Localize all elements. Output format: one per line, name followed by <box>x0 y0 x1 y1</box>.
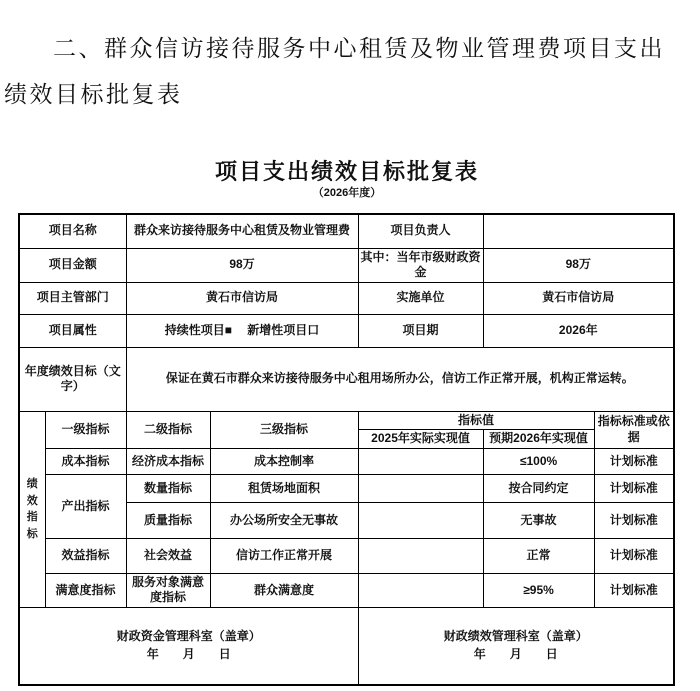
project-name-label: 项目名称 <box>19 214 126 248</box>
city-fund-label: 其中：当年市级财政资金 <box>358 248 483 282</box>
performance-target-table <box>18 213 675 686</box>
col-header-level2: 二级指标 <box>126 411 210 448</box>
signature-right-date: 年 月 日 <box>473 646 558 661</box>
satisfaction-level3: 群众满意度 <box>210 573 358 607</box>
quality-level3: 办公场所安全无事故 <box>210 502 358 538</box>
benefit-level3: 信访工作正常开展 <box>210 538 358 573</box>
dept-value: 黄石市信访局 <box>126 282 358 314</box>
quantity-expected-2026: 按合同约定 <box>483 474 594 502</box>
signature-right-title: 财政绩效管理科室（盖章） <box>443 629 588 644</box>
cost-level2: 经济成本指标 <box>126 448 210 474</box>
satisfaction-expected-2026: ≥95% <box>483 573 594 607</box>
col-header-value: 指标值 <box>358 411 594 430</box>
signature-left-title: 财政资金管理科室（盖章） <box>116 629 261 644</box>
impl-unit-value: 黄石市信访局 <box>483 282 674 314</box>
indicator-row-benefit <box>19 538 674 573</box>
benefit-actual-2025 <box>358 538 483 573</box>
period-value: 2026年 <box>483 314 674 347</box>
indicator-row-cost <box>19 448 674 474</box>
quantity-level2: 数量指标 <box>126 474 210 502</box>
benefit-expected-2026: 正常 <box>483 538 594 573</box>
indicators-side-label <box>19 411 45 607</box>
signature-right-cell <box>358 608 674 685</box>
dept-label: 项目主管部门 <box>19 282 126 314</box>
row-indicator-header-1 <box>19 411 674 430</box>
section-heading-line2: 绩效目标批复表 <box>4 82 183 107</box>
cost-expected-2026: ≤100% <box>483 448 594 474</box>
annual-goal-value: 保证在黄石市群众来访接待服务中心租用场所办公，信访工作正常开展，机构正常运转。 <box>126 347 674 411</box>
row-department <box>19 282 674 314</box>
row-annual-goal <box>19 347 674 411</box>
benefit-standard: 计划标准 <box>594 538 674 573</box>
cost-standard: 计划标准 <box>594 448 674 474</box>
satisfaction-level1: 满意度指标 <box>45 573 126 607</box>
output-level1: 产出指标 <box>45 474 126 538</box>
impl-unit-label: 实施单位 <box>358 282 483 314</box>
row-attribute <box>19 314 674 347</box>
benefit-level1: 效益指标 <box>45 538 126 573</box>
form-title: 项目支出绩效目标批复表 <box>214 159 479 184</box>
quality-expected-2026: 无事故 <box>483 502 594 538</box>
col-header-level1: 一级指标 <box>45 411 126 448</box>
period-label: 项目期 <box>358 314 483 347</box>
col-header-actual-2025: 2025年实际实现值 <box>358 430 483 449</box>
col-header-standard: 指标标准或依据 <box>594 411 674 448</box>
quality-level2: 质量指标 <box>126 502 210 538</box>
satisfaction-level2: 服务对象满意度指标 <box>126 573 210 607</box>
quantity-standard: 计划标准 <box>594 474 674 502</box>
quantity-actual-2025 <box>358 474 483 502</box>
row-amount <box>19 248 674 282</box>
project-leader-label: 项目负责人 <box>358 214 483 248</box>
indicator-row-quantity <box>19 474 674 502</box>
amount-label: 项目金额 <box>19 248 126 282</box>
signature-left-cell <box>19 608 358 685</box>
indicator-row-satisfaction <box>19 573 674 607</box>
city-fund-value: 98万 <box>483 248 674 282</box>
project-name-value: 群众来访接待服务中心租赁及物业管理费 <box>126 214 358 248</box>
satisfaction-standard: 计划标准 <box>594 573 674 607</box>
amount-value: 98万 <box>126 248 358 282</box>
col-header-level3: 三级指标 <box>210 411 358 448</box>
indicators-side-label-text: 绩效指标 <box>26 478 38 540</box>
cost-level3: 成本控制率 <box>210 448 358 474</box>
cost-level1: 成本指标 <box>45 448 126 474</box>
cost-actual-2025 <box>358 448 483 474</box>
quantity-level3: 租赁场地面积 <box>210 474 358 502</box>
annual-goal-label: 年度绩效目标（文字） <box>19 347 126 411</box>
attribute-value: 持续性项目■ 新增性项目口 <box>126 314 358 347</box>
satisfaction-actual-2025 <box>358 573 483 607</box>
section-heading-line1: 二、群众信访接待服务中心租赁及物业管理费项目支出 <box>53 36 665 61</box>
quality-actual-2025 <box>358 502 483 538</box>
attribute-label: 项目属性 <box>19 314 126 347</box>
col-header-expected-2026: 预期2026年实现值 <box>483 430 594 449</box>
row-signatures <box>19 608 674 685</box>
benefit-level2: 社会效益 <box>126 538 210 573</box>
section-heading <box>4 26 686 118</box>
project-leader-value <box>483 214 674 248</box>
form-subtitle: （2026年度） <box>312 187 382 199</box>
row-project-name <box>19 214 674 248</box>
quality-standard: 计划标准 <box>594 502 674 538</box>
signature-left-date: 年 月 日 <box>146 646 231 661</box>
